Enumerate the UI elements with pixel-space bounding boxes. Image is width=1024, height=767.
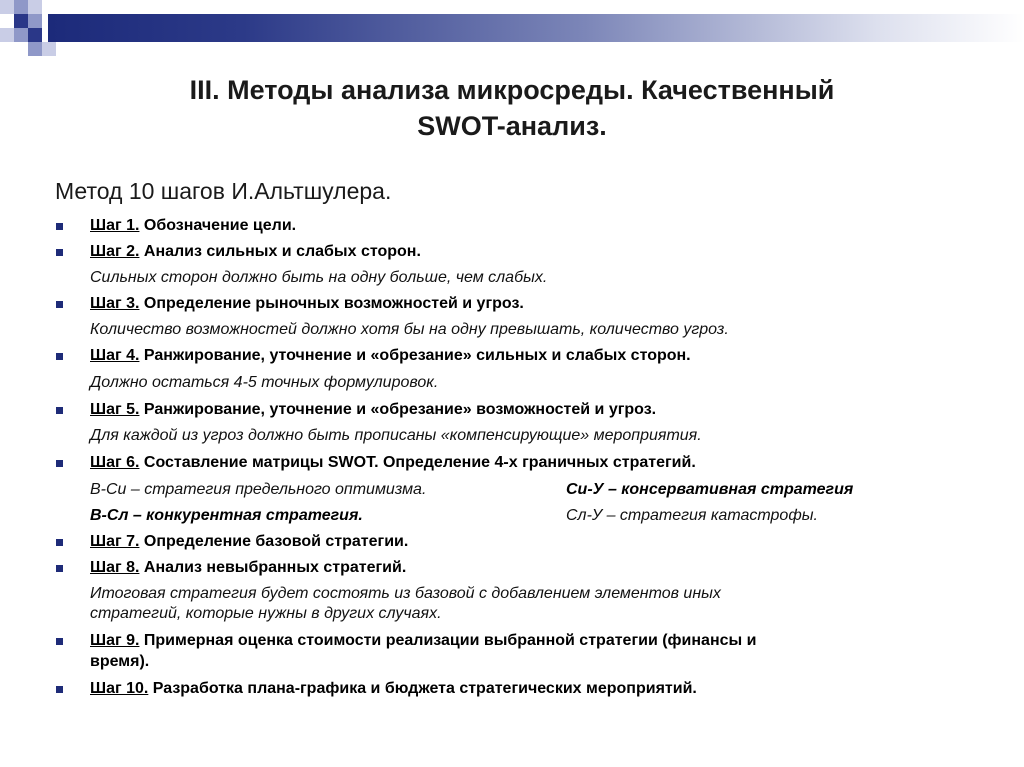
slide-title-line1: III. Методы анализа микросреды. Качественный: [189, 75, 835, 105]
bullet-square-icon: [56, 249, 63, 256]
decor-square: [28, 42, 42, 56]
step-2-note: Сильных сторон должно быть на одну больше, чем слабых.: [90, 269, 548, 286]
step-2: [90, 242, 421, 262]
step-label: Шаг 4.: [90, 347, 140, 364]
step-6: [90, 453, 696, 473]
header-gradient-bar: [48, 14, 1024, 42]
bullet-square-icon: [56, 565, 63, 572]
decor-square: [14, 14, 28, 28]
top-decorative-band: [0, 0, 1024, 62]
bullet-square-icon: [56, 301, 63, 308]
slide-title-line2: SWOT-анализ.: [417, 111, 607, 141]
decor-square: [0, 0, 14, 14]
step-text: Определение базовой стратегии.: [139, 533, 409, 550]
step-label: Шаг 7.: [90, 533, 140, 550]
strategy-v-si: В-Си – стратегия предельного оптимизма.: [90, 481, 427, 498]
step-text: Примерная оценка стоимости реализации выбранной стратегии (финансы и: [139, 632, 757, 649]
step-label: Шаг 10.: [90, 680, 149, 697]
step-8-note-line2: стратегий, которые нужны в других случаях.: [90, 605, 442, 622]
step-7: [90, 532, 408, 552]
step-1: [90, 216, 296, 236]
step-text: Анализ невыбранных стратегий.: [139, 559, 407, 576]
step-label: Шаг 6.: [90, 454, 140, 471]
decor-square: [0, 28, 14, 42]
step-5-note: Для каждой из угроз должно быть прописаны «компенсирующие» мероприятия.: [90, 427, 702, 444]
step-10: [90, 679, 697, 699]
bullet-square-icon: [56, 686, 63, 693]
step-label: Шаг 3.: [90, 295, 140, 312]
step-text: Анализ сильных и слабых сторон.: [139, 243, 421, 260]
step-text: Ранжирование, уточнение и «обрезание» возможностей и угроз.: [139, 401, 657, 418]
bullet-square-icon: [56, 407, 63, 414]
step-3-note: Количество возможностей должно хотя бы на одну превышать, количество угроз.: [90, 321, 729, 338]
step-label: Шаг 2.: [90, 243, 140, 260]
step-text: Обозначение цели.: [139, 217, 297, 234]
strategy-si-u: Си-У – консервативная стратегия: [566, 481, 854, 498]
step-text: Определение рыночных возможностей и угроз.: [139, 295, 524, 312]
step-3: [90, 294, 524, 314]
step-label: Шаг 1.: [90, 217, 140, 234]
slide-title: [0, 72, 1024, 144]
step-text: Составление матрицы SWOT. Определение 4-х граничных стратегий.: [139, 454, 696, 471]
decor-square: [28, 28, 42, 42]
step-9-line2: время).: [90, 653, 150, 670]
slide-subtitle: Метод 10 шагов И.Альтшулера.: [55, 178, 392, 204]
decor-square: [42, 42, 56, 56]
bullet-square-icon: [56, 460, 63, 467]
decor-square: [14, 28, 28, 42]
step-8-note-line1: Итоговая стратегия будет состоять из базовой с добавлением элементов иных: [90, 585, 721, 602]
step-label: Шаг 8.: [90, 559, 140, 576]
step-8: [90, 558, 406, 578]
strategy-v-sl: В-Сл – конкурентная стратегия.: [90, 507, 363, 524]
step-label: Шаг 5.: [90, 401, 140, 418]
decor-square: [28, 14, 42, 28]
decor-square: [14, 0, 28, 14]
step-4: [90, 346, 691, 366]
step-9: [90, 631, 756, 651]
step-text: Ранжирование, уточнение и «обрезание» сильных и слабых сторон.: [139, 347, 691, 364]
step-5: [90, 400, 656, 420]
strategy-sl-u: Сл-У – стратегия катастрофы.: [566, 507, 818, 524]
step-4-note: Должно остаться 4-5 точных формулировок.: [90, 374, 439, 391]
decor-square: [28, 0, 42, 14]
step-label: Шаг 9.: [90, 632, 140, 649]
bullet-square-icon: [56, 638, 63, 645]
step-text: Разработка плана-графика и бюджета стратегических мероприятий.: [148, 680, 697, 697]
bullet-square-icon: [56, 353, 63, 360]
bullet-square-icon: [56, 223, 63, 230]
bullet-square-icon: [56, 539, 63, 546]
